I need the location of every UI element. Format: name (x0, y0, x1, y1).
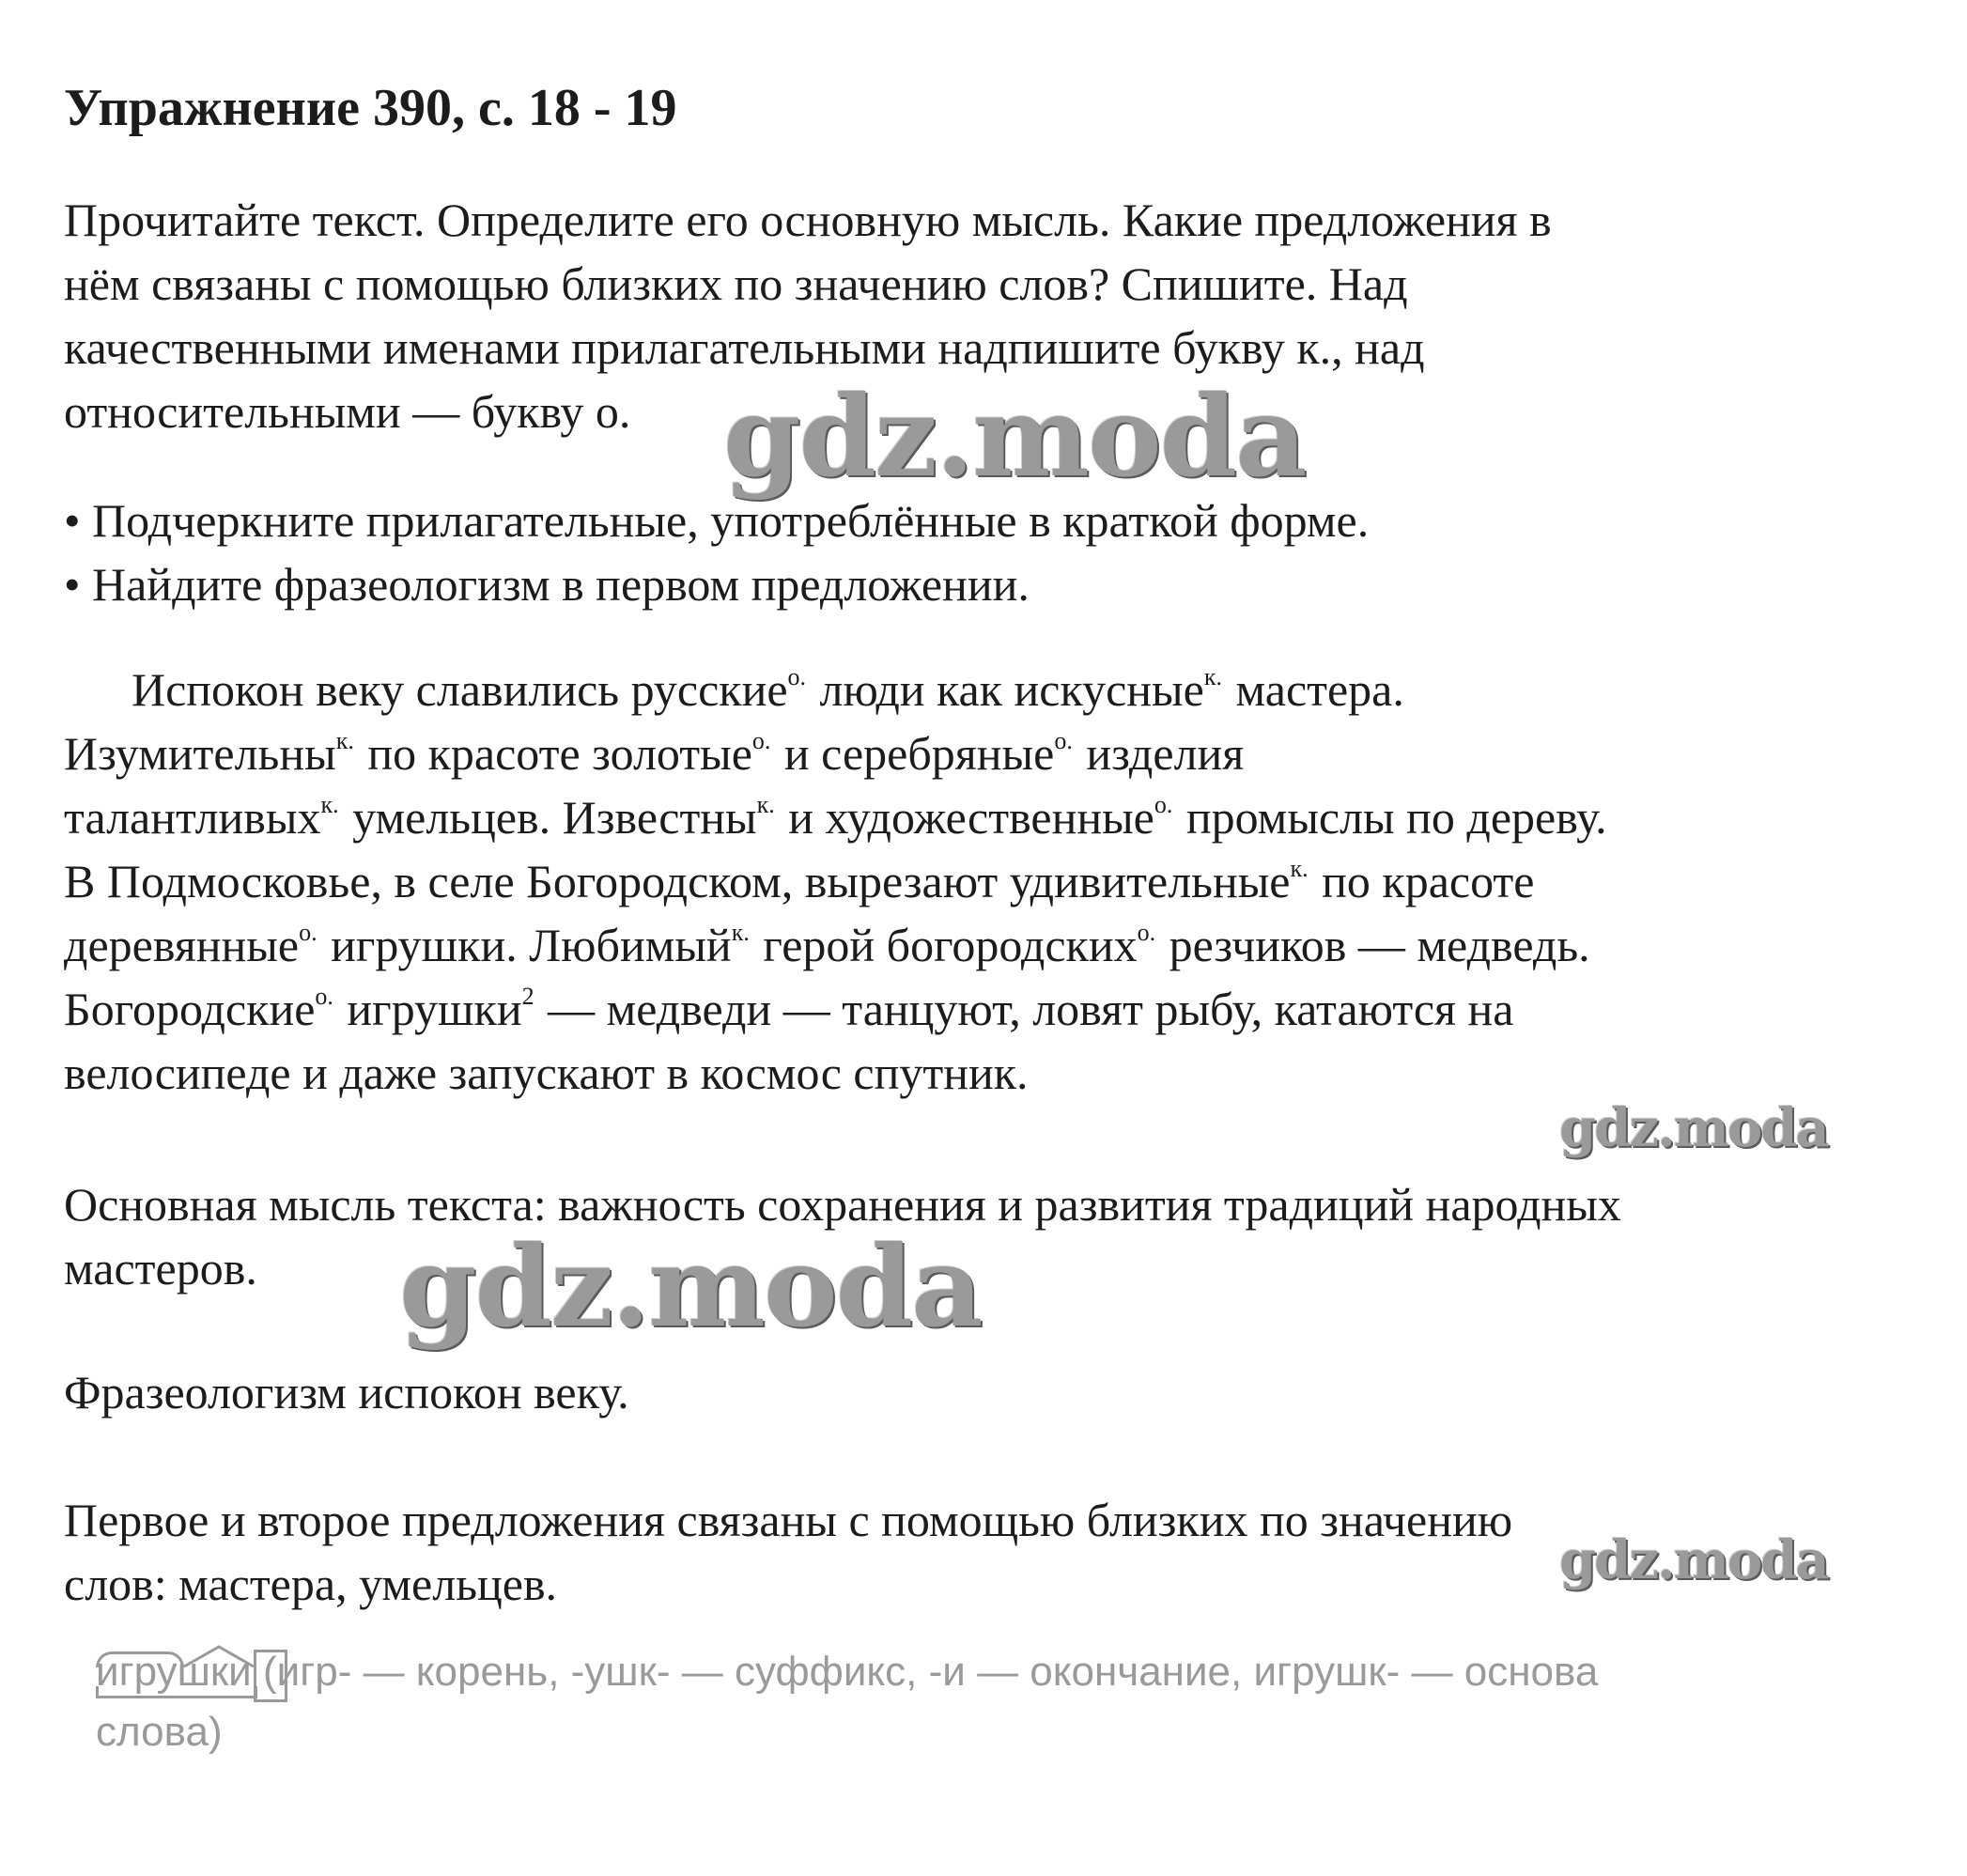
adjective-mark: о. (299, 919, 318, 946)
adjective-mark: о. (787, 663, 807, 690)
main-idea-line: мастеров. (64, 1242, 257, 1295)
morpheme-line: слова) (96, 1709, 223, 1755)
root-arc-mark (96, 1651, 184, 1667)
morpheme-line (96, 1642, 1881, 1702)
text-segment: умельцев. Известны (352, 791, 757, 844)
task-line: нём связаны с помощью близких по значению слов? Спишите. Над (64, 257, 1408, 310)
watermark: gdz.moda (1559, 1097, 1828, 1159)
text-segment: промыслы по дереву. (1185, 791, 1607, 844)
text-line (64, 849, 1924, 913)
text-segment: и серебряные (783, 727, 1055, 780)
task-bullets (64, 488, 1924, 616)
morpheme-word-text: игрушки (96, 1649, 252, 1695)
text-segment: изделия (1086, 727, 1245, 780)
text-line (64, 913, 1924, 977)
watermark: gdz.moda (399, 1221, 982, 1352)
task-line: относительными — букву о. (64, 385, 631, 438)
text-line (64, 721, 1924, 785)
adjective-mark: о. (1154, 791, 1173, 818)
linked-line: Первое и второе предложения связаны с помощью близких по значению (64, 1494, 1513, 1546)
text-line (64, 1041, 1924, 1105)
text-segment: игрушки (347, 983, 522, 1035)
text-segment: талантливых (64, 791, 321, 844)
adjective-mark: к. (1203, 663, 1222, 690)
text-segment: В Подмосковье, в селе Богородском, вырезают удивительные (64, 855, 1291, 907)
phraseologism-answer (64, 1360, 1924, 1424)
text-segment: резчиков — медведь. (1169, 919, 1590, 971)
text-segment: и художественные (788, 791, 1154, 844)
adjective-mark: о. (315, 983, 333, 1010)
adjective-mark: о. (751, 727, 771, 754)
adjective-mark: к. (335, 727, 354, 754)
linked-line: слов: мастера, умельцев. (64, 1558, 558, 1610)
adjective-mark: 2 (521, 983, 534, 1010)
text-segment: игрушки. Любимый (331, 919, 732, 971)
adjective-mark: о. (1054, 727, 1073, 754)
text-line (64, 977, 1924, 1041)
text-line (64, 785, 1924, 849)
text-segment: мастера. (1235, 663, 1404, 716)
text-segment: деревянные (64, 919, 300, 971)
morpheme-word (96, 1642, 252, 1702)
text-segment: — медведи — танцуют, ловят рыбу, катаются на (548, 983, 1514, 1035)
text-segment: Изумительны (64, 727, 336, 780)
adjective-mark: о. (1137, 919, 1156, 946)
phraseologism-line: Фразеологизм испокон веку. (64, 1366, 629, 1419)
text-line (64, 658, 1924, 721)
text-segment: по красоте золотые (367, 727, 752, 780)
watermark: gdz.moda (723, 371, 1306, 502)
adjective-mark: к. (320, 791, 339, 818)
adjective-mark: к. (756, 791, 775, 818)
task-bullet: • Подчеркните прилагательные, употреблённые в краткой форме. (64, 494, 1370, 547)
morpheme-analysis (96, 1642, 1881, 1762)
task-bullet: • Найдите фразеологизм в первом предложении. (64, 558, 1030, 611)
text-segment: герой богородских (763, 919, 1138, 971)
text-segment: Богородские (64, 983, 316, 1035)
suffix-mark (182, 1644, 256, 1668)
adjective-mark: к. (731, 919, 750, 946)
task-line: Прочитайте текст. Определите его основную мысль. Какие предложения в (64, 194, 1552, 246)
main-idea-answer (64, 1172, 1924, 1300)
adjective-mark: к. (1290, 855, 1309, 882)
main-idea-line: Основная мысль текста: важность сохранения и развития традиций народных (64, 1178, 1621, 1231)
watermark: gdz.moda (1559, 1529, 1828, 1591)
task-line: качественными именами прилагательными надпишите букву к., над (64, 321, 1425, 374)
text-segment: люди как искусные (819, 663, 1204, 716)
text-segment: велосипеде и даже запускают в космос спутник. (64, 1047, 1029, 1099)
text-segment: Испокон веку славились русские (132, 663, 788, 716)
exercise-title: Упражнение 390, с. 18 - 19 (64, 79, 677, 137)
exercise-text (64, 658, 1924, 1105)
morpheme-explanation: (игр- — корень, -ушк- — суффикс, -и — окончание, игрушк- — основа (251, 1649, 1599, 1695)
ending-box-mark (254, 1650, 287, 1702)
base-bracket-mark (96, 1686, 257, 1698)
text-segment: по красоте (1322, 855, 1535, 907)
